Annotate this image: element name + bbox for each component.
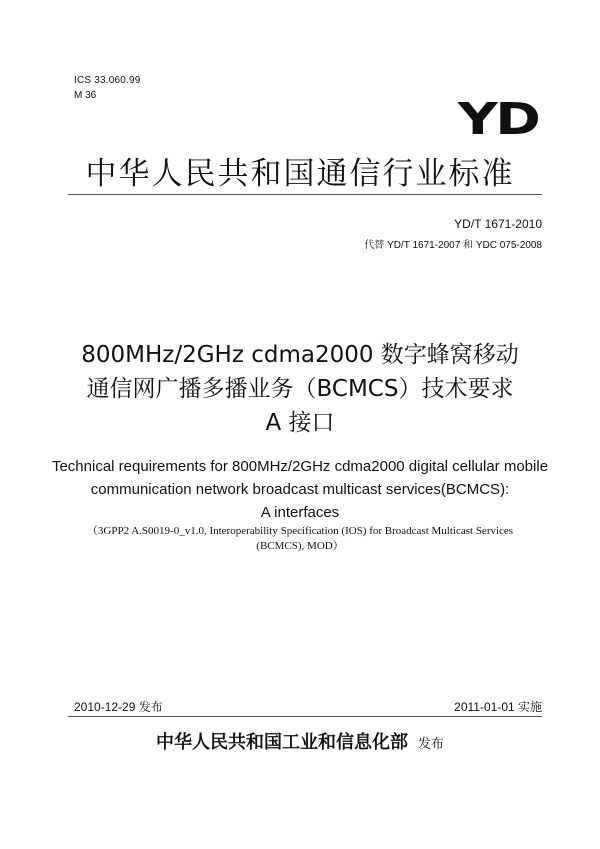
english-title-line-3: A interfaces <box>260 504 340 521</box>
divider <box>68 194 542 195</box>
issue-date: 2010-12-29 发布 <box>74 700 163 714</box>
implementation-date: 2011-01-01 实施 <box>454 700 542 714</box>
chinese-title-line-2: 通信网广播多播业务（BCMCS）技术要求 <box>86 376 514 402</box>
publisher-name: 中华人民共和国工业和信息化部 <box>155 732 408 753</box>
replaces-note: 代替 YD/T 1671-2007 和 YDC 075-2008 <box>364 240 542 251</box>
source-reference-line-1: （3GPP2 A.S0019-0_v1.0, Interoperability Specification (IOS) for Broadcast Multicast Services <box>86 525 514 537</box>
publisher-line <box>0 728 600 754</box>
source-reference-line-2: (BCMCS), MOD） <box>256 540 344 552</box>
standard-number: YD/T 1671-2010 <box>454 217 542 231</box>
english-title-line-2: communication network broadcast multicast services(BCMCS): <box>90 481 510 498</box>
chinese-title-line-1: 800MHz/2GHz cdma2000 数字蜂窝移动 <box>81 342 519 368</box>
yd-logo: YD <box>457 94 538 145</box>
organization-title: 中华人民共和国通信行业标准 <box>85 156 515 192</box>
english-title-line-1: Technical requirements for 800MHz/2GHz cdma2000 digital cellular mobile <box>51 458 549 475</box>
publisher-action: 发布 <box>417 737 444 752</box>
ics-code: ICS 33.060.99 <box>74 75 141 86</box>
chinese-title-line-3: A 接口 <box>265 410 335 436</box>
classification-code: M 36 <box>74 90 97 101</box>
divider <box>68 716 542 717</box>
